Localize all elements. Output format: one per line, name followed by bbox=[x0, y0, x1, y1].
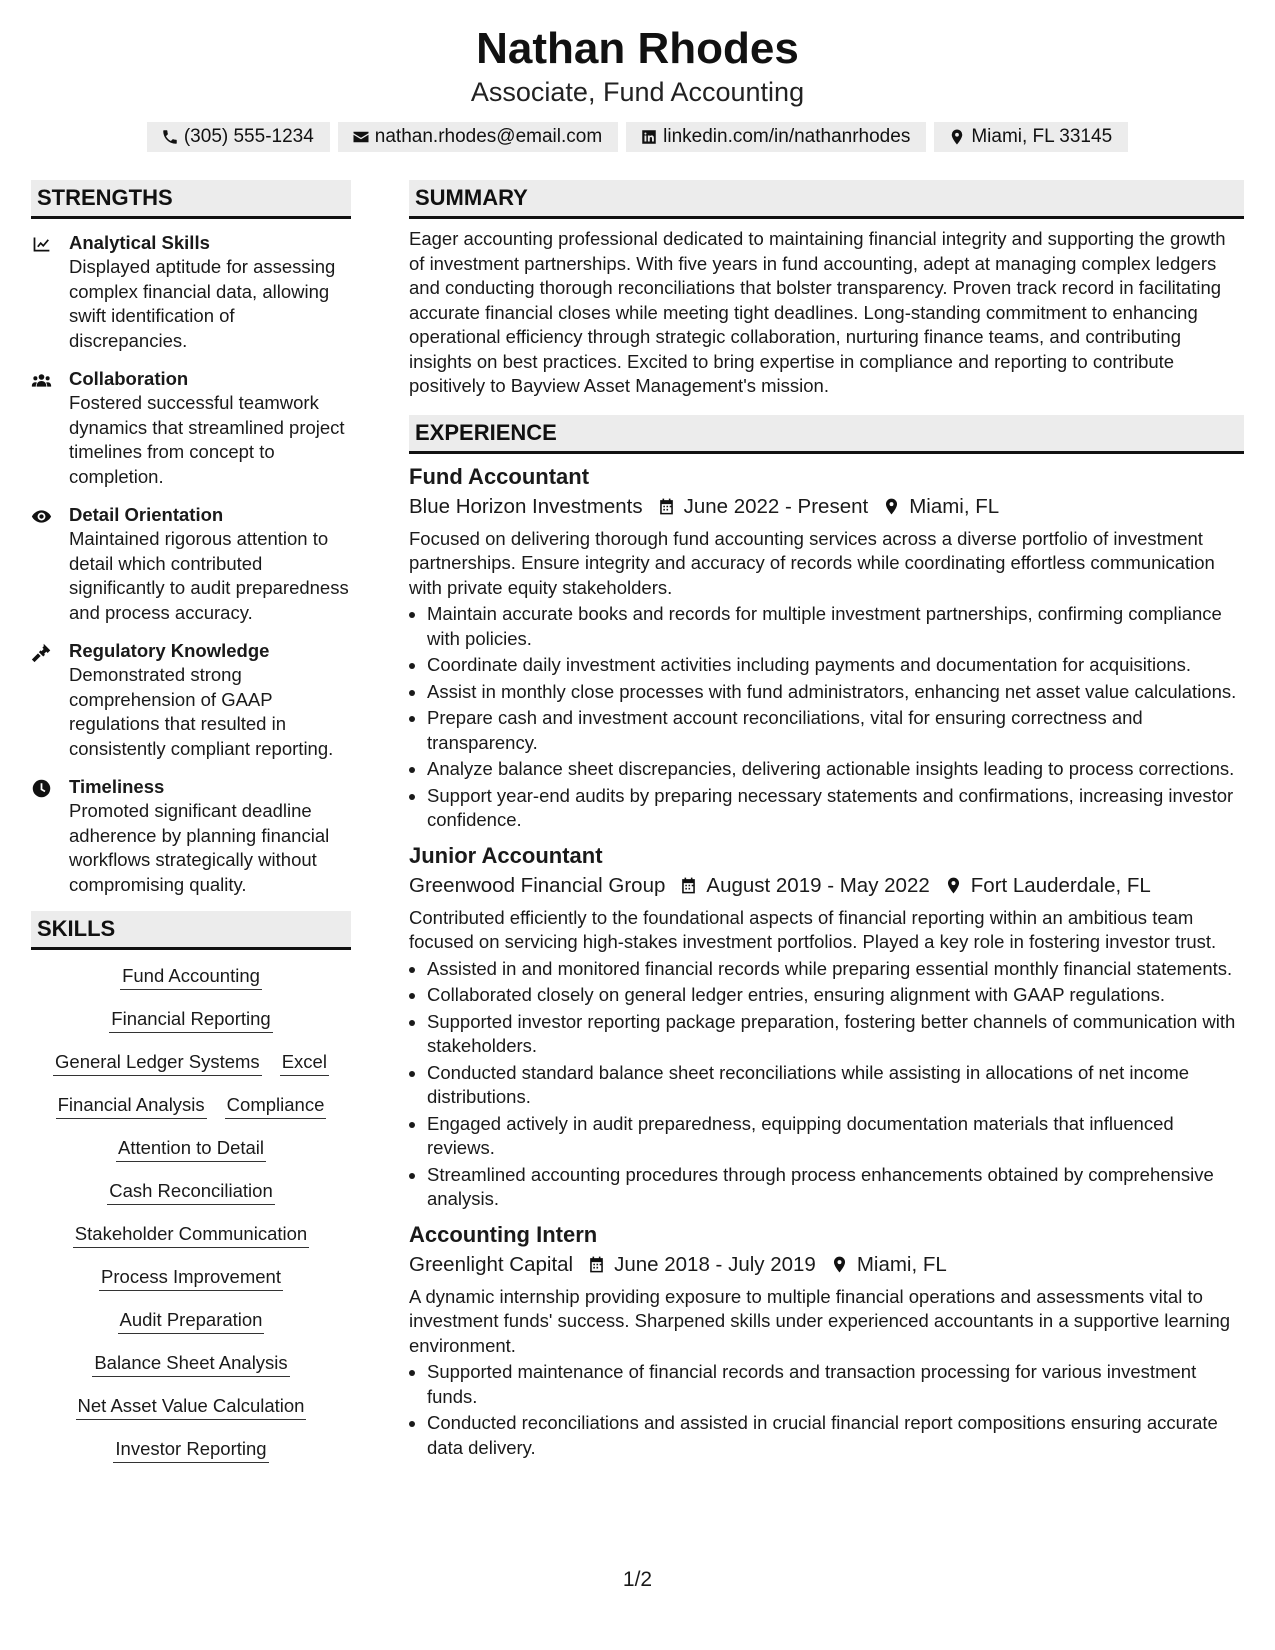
contact-email bbox=[338, 122, 618, 152]
skill-tag: Financial Reporting bbox=[109, 1007, 272, 1033]
resume-body bbox=[31, 180, 1244, 1463]
candidate-title: Associate, Fund Accounting bbox=[470, 77, 805, 107]
job-bullets bbox=[409, 1360, 1244, 1460]
left-column bbox=[31, 180, 351, 1463]
job-bullet: • Streamlined accounting procedures through process enhancements obtained by comprehensive analysis. bbox=[427, 1163, 1244, 1212]
skill-tag: Net Asset Value Calculation bbox=[76, 1394, 307, 1420]
chart-line-icon bbox=[31, 234, 52, 255]
job-dates: August 2019 - May 2022 bbox=[706, 873, 930, 897]
strength-title: Collaboration bbox=[69, 368, 189, 389]
job-entry bbox=[409, 462, 1244, 833]
job-bullet: • Coordinate daily investment activities including payments and documentation for acquisitions. bbox=[427, 653, 1244, 678]
job-bullet: • Support year-end audits by preparing necessary statements and confirmations, increasing investor confidence. bbox=[427, 784, 1244, 833]
job-company: Greenlight Capital bbox=[409, 1252, 574, 1276]
right-column bbox=[409, 180, 1244, 1463]
job-meta bbox=[409, 1251, 1244, 1279]
envelope-icon bbox=[352, 128, 370, 146]
calendar-icon bbox=[587, 1255, 606, 1274]
job-bullet: • Assisted in and monitored financial records while preparing essential monthly financial statements. bbox=[427, 957, 1244, 982]
contact-phone-text: (305) 555-1234 bbox=[183, 126, 314, 147]
job-location: Miami, FL bbox=[856, 1252, 947, 1276]
contact-bar bbox=[0, 122, 1275, 152]
strengths-heading: STRENGTHS bbox=[31, 180, 351, 219]
strength-desc: Maintained rigorous attention to detail which contributed significantly to audit preparedness and process accuracy. bbox=[69, 528, 349, 623]
contact-email-text: nathan.rhodes@email.com bbox=[374, 126, 603, 147]
strength-item bbox=[31, 639, 351, 761]
job-description: A dynamic internship providing exposure to multiple financial operations and assessments vital to investment funds' success. Sharpened skills under experienced accountants in a supportive learning environment. bbox=[409, 1285, 1231, 1356]
candidate-name: Nathan Rhodes bbox=[476, 24, 799, 73]
strength-title: Detail Orientation bbox=[69, 504, 224, 525]
job-title: Fund Accountant bbox=[409, 463, 590, 489]
job-bullet: • Engaged actively in audit preparedness, equipping documentation materials that influenced reviews. bbox=[427, 1112, 1244, 1161]
clock-icon bbox=[31, 778, 52, 799]
job-description: Contributed efficiently to the foundational aspects of financial reporting within an ambitious team focused on servicing high-stakes investment portfolios. Played a key role in fostering investor trust. bbox=[409, 906, 1217, 952]
job-company: Blue Horizon Investments bbox=[409, 494, 643, 518]
strength-desc: Displayed aptitude for assessing complex financial data, allowing swift identification of discrepancies. bbox=[69, 256, 336, 351]
job-bullet: • Maintain accurate books and records for multiple investment partnerships, confirming compliance with policies. bbox=[427, 602, 1244, 651]
skills-heading: SKILLS bbox=[31, 911, 351, 950]
contact-linkedin bbox=[626, 122, 926, 152]
strength-item bbox=[31, 367, 351, 489]
skill-tag: Compliance bbox=[225, 1093, 327, 1119]
job-title: Junior Accountant bbox=[409, 842, 603, 868]
page-number: 1/2 bbox=[622, 1568, 653, 1591]
contact-phone bbox=[147, 122, 330, 152]
linkedin-icon bbox=[640, 128, 658, 146]
contact-location bbox=[934, 122, 1128, 152]
strength-title: Regulatory Knowledge bbox=[69, 640, 270, 661]
job-location: Miami, FL bbox=[909, 494, 1000, 518]
job-bullet: • Supported investor reporting package preparation, fostering better channels of communication with stakeholders. bbox=[427, 1010, 1244, 1059]
job-meta bbox=[409, 493, 1244, 521]
job-dates: June 2022 - Present bbox=[683, 494, 869, 518]
strengths-list bbox=[31, 231, 351, 897]
resume-header bbox=[0, 0, 1275, 152]
strength-desc: Demonstrated strong comprehension of GAAP regulations that resulted in consistently compliant reporting. bbox=[69, 664, 334, 759]
strength-desc: Fostered successful teamwork dynamics that streamlined project timelines from concept to completion. bbox=[69, 392, 345, 487]
map-pin-icon bbox=[882, 497, 901, 516]
skill-tag: Stakeholder Communication bbox=[73, 1222, 309, 1248]
gavel-icon bbox=[31, 642, 52, 663]
strength-item bbox=[31, 775, 351, 897]
summary-heading: SUMMARY bbox=[409, 180, 1244, 219]
map-pin-icon bbox=[948, 128, 966, 146]
experience-heading: EXPERIENCE bbox=[409, 415, 1244, 454]
skill-tag: Fund Accounting bbox=[120, 964, 262, 990]
skill-tag: Process Improvement bbox=[99, 1265, 283, 1291]
calendar-icon bbox=[679, 876, 698, 895]
map-pin-icon bbox=[830, 1255, 849, 1274]
strength-item bbox=[31, 503, 351, 625]
calendar-icon bbox=[657, 497, 676, 516]
job-bullet: • Conducted reconciliations and assisted in crucial financial report compositions ensuring accurate data delivery. bbox=[427, 1411, 1244, 1460]
job-bullet: • Conducted standard balance sheet reconciliations while assisting in allocations of net income distributions. bbox=[427, 1061, 1244, 1110]
skill-tag: Audit Preparation bbox=[118, 1308, 265, 1334]
job-entry bbox=[409, 841, 1244, 1212]
strength-item bbox=[31, 231, 351, 353]
contact-location-text: Miami, FL 33145 bbox=[971, 126, 1113, 147]
eye-icon bbox=[31, 506, 52, 527]
phone-icon bbox=[161, 128, 179, 146]
skill-tag: Cash Reconciliation bbox=[107, 1179, 275, 1205]
job-bullet: • Collaborated closely on general ledger entries, ensuring alignment with GAAP regulations. bbox=[427, 983, 1244, 1008]
job-meta bbox=[409, 872, 1244, 900]
job-company: Greenwood Financial Group bbox=[409, 873, 666, 897]
job-location: Fort Lauderdale, FL bbox=[970, 873, 1151, 897]
users-icon bbox=[31, 370, 52, 391]
skill-tag: Financial Analysis bbox=[56, 1093, 207, 1119]
skills-list bbox=[31, 964, 351, 1463]
job-bullet: • Analyze balance sheet discrepancies, delivering actionable insights leading to process corrections. bbox=[427, 757, 1244, 782]
job-entry bbox=[409, 1220, 1244, 1461]
strength-desc: Promoted significant deadline adherence by planning financial workflows strategically without compromising quality. bbox=[69, 800, 330, 895]
job-bullets bbox=[409, 957, 1244, 1212]
job-bullet: • Assist in monthly close processes with fund administrators, enhancing net asset value calculations. bbox=[427, 680, 1244, 705]
skill-tag: Attention to Detail bbox=[116, 1136, 266, 1162]
contact-linkedin-text: linkedin.com/in/nathanrhodes bbox=[663, 126, 911, 147]
job-dates: June 2018 - July 2019 bbox=[614, 1252, 816, 1276]
summary-text: Eager accounting professional dedicated to maintaining financial integrity and supporting the growth of investment partnerships. With five years in fund accounting, adept at managing complex ledgers and conducting thorough reconciliations that bolster transparency. Proven track record in facilitating accurate financial closes while meeting tight deadlines. Long-standing commitment to enhancing operational efficiency through strategic collaboration, nurturing finance teams, and contributing insights on best practices. Excited to bring expertise in compliance and reporting to contribute positively to Bayview Asset Management's mission. bbox=[409, 228, 1226, 396]
job-title: Accounting Intern bbox=[409, 1221, 598, 1247]
map-pin-icon bbox=[944, 876, 963, 895]
skill-tag: General Ledger Systems bbox=[53, 1050, 262, 1076]
skill-tag: Excel bbox=[280, 1050, 329, 1076]
strength-title: Timeliness bbox=[69, 776, 165, 797]
skill-tag: Balance Sheet Analysis bbox=[92, 1351, 289, 1377]
skill-tag: Investor Reporting bbox=[113, 1437, 268, 1463]
job-bullet: • Prepare cash and investment account reconciliations, vital for ensuring correctness and transparency. bbox=[427, 706, 1244, 755]
job-bullets bbox=[409, 602, 1244, 833]
job-description: Focused on delivering thorough fund accounting services across a diverse portfolio of investment partnerships. Ensure integrity and accuracy of records while coordinating effortless communication with private equity stakeholders. bbox=[409, 527, 1215, 598]
job-bullet: • Supported maintenance of financial records and transaction processing for various investment funds. bbox=[427, 1360, 1244, 1409]
strength-title: Analytical Skills bbox=[69, 232, 210, 253]
